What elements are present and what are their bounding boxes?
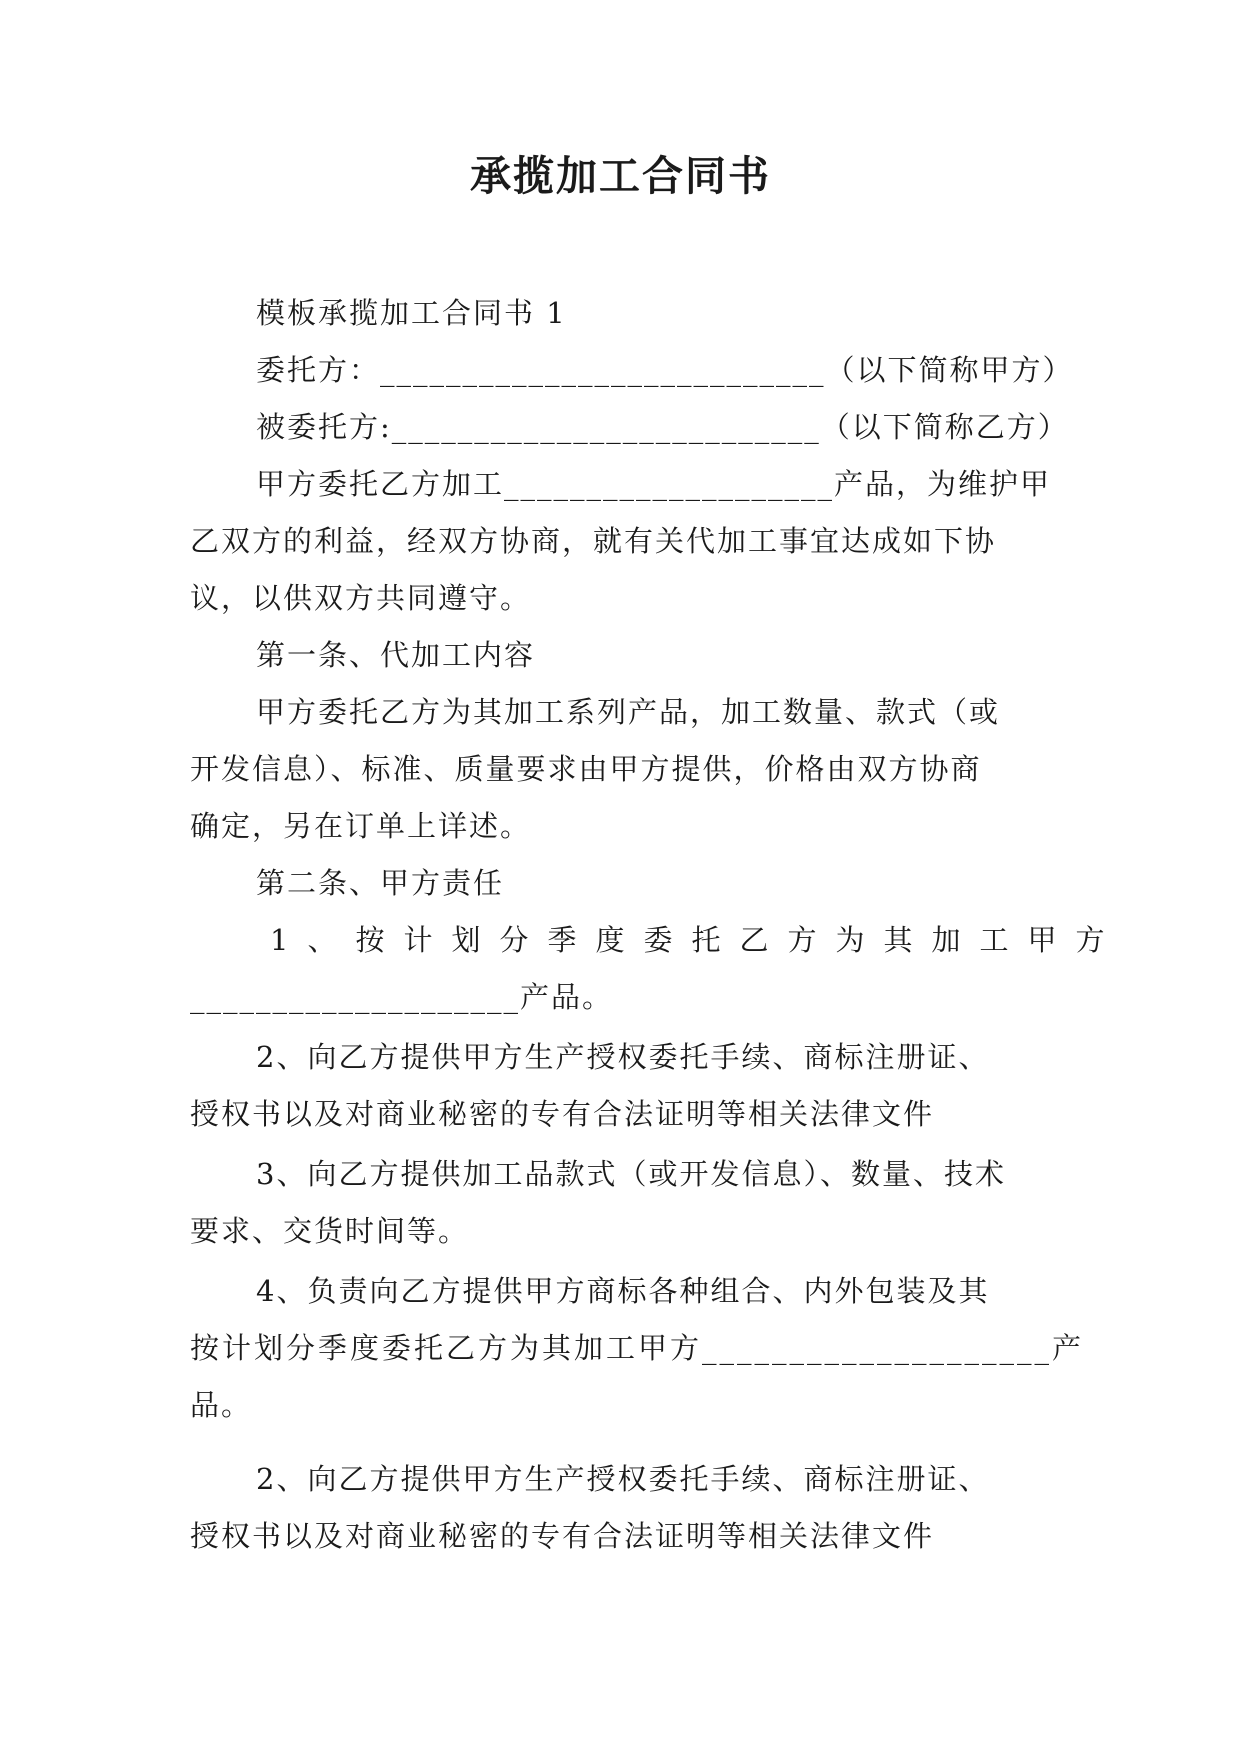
clause-item: 4、负责向乙方提供甲方商标各种组合、内外包装及其: [256, 1274, 990, 1308]
paragraph-line: 甲方委托乙方为其加工系列产品，加工数量、款式（或: [256, 695, 1001, 729]
paragraph-line: 开发信息）、标准、质量要求由甲方提供，价格由双方协商: [190, 752, 982, 786]
client-party-line: 委托方：___________________________（以下简称甲方）: [256, 353, 1074, 387]
paragraph-line: 品。: [190, 1388, 253, 1422]
paragraph-line: 甲方委托乙方加工____________________产品，为维护甲: [256, 467, 1052, 501]
template-heading: 模板承揽加工合同书 1: [256, 296, 567, 330]
paragraph-line: 乙双方的利益，经双方协商，就有关代加工事宜达成如下协: [190, 524, 997, 558]
clause-item: 3、向乙方提供加工品款式（或开发信息）、数量、技术: [256, 1157, 1006, 1191]
article-1-heading: 第一条、代加工内容: [256, 638, 536, 672]
paragraph-line: 按计划分季度委托乙方为其加工甲方____________________产: [190, 1331, 1085, 1365]
paragraph-line: ____________________产品。: [190, 980, 614, 1014]
clause-item: 2、向乙方提供甲方生产授权委托手续、商标注册证、: [256, 1462, 990, 1496]
document-title: 承揽加工合同书: [470, 152, 771, 200]
paragraph-line: 授权书以及对商业秘密的专有合法证明等相关法律文件: [190, 1519, 935, 1553]
article-2-heading: 第二条、甲方责任: [256, 866, 505, 900]
paragraph-line: 授权书以及对商业秘密的专有合法证明等相关法律文件: [190, 1097, 935, 1131]
paragraph-line: 确定，另在订单上详述。: [190, 809, 532, 843]
contractor-party-line: 被委托方:__________________________（以下简称乙方）: [256, 410, 1069, 444]
paragraph-line: 要求、交货时间等。: [190, 1214, 470, 1248]
clause-item: 1、按计划分季度委托乙方为其加工甲方: [270, 923, 1124, 957]
paragraph-line: 议，以供双方共同遵守。: [190, 581, 532, 615]
clause-item: 2、向乙方提供甲方生产授权委托手续、商标注册证、: [256, 1040, 990, 1074]
